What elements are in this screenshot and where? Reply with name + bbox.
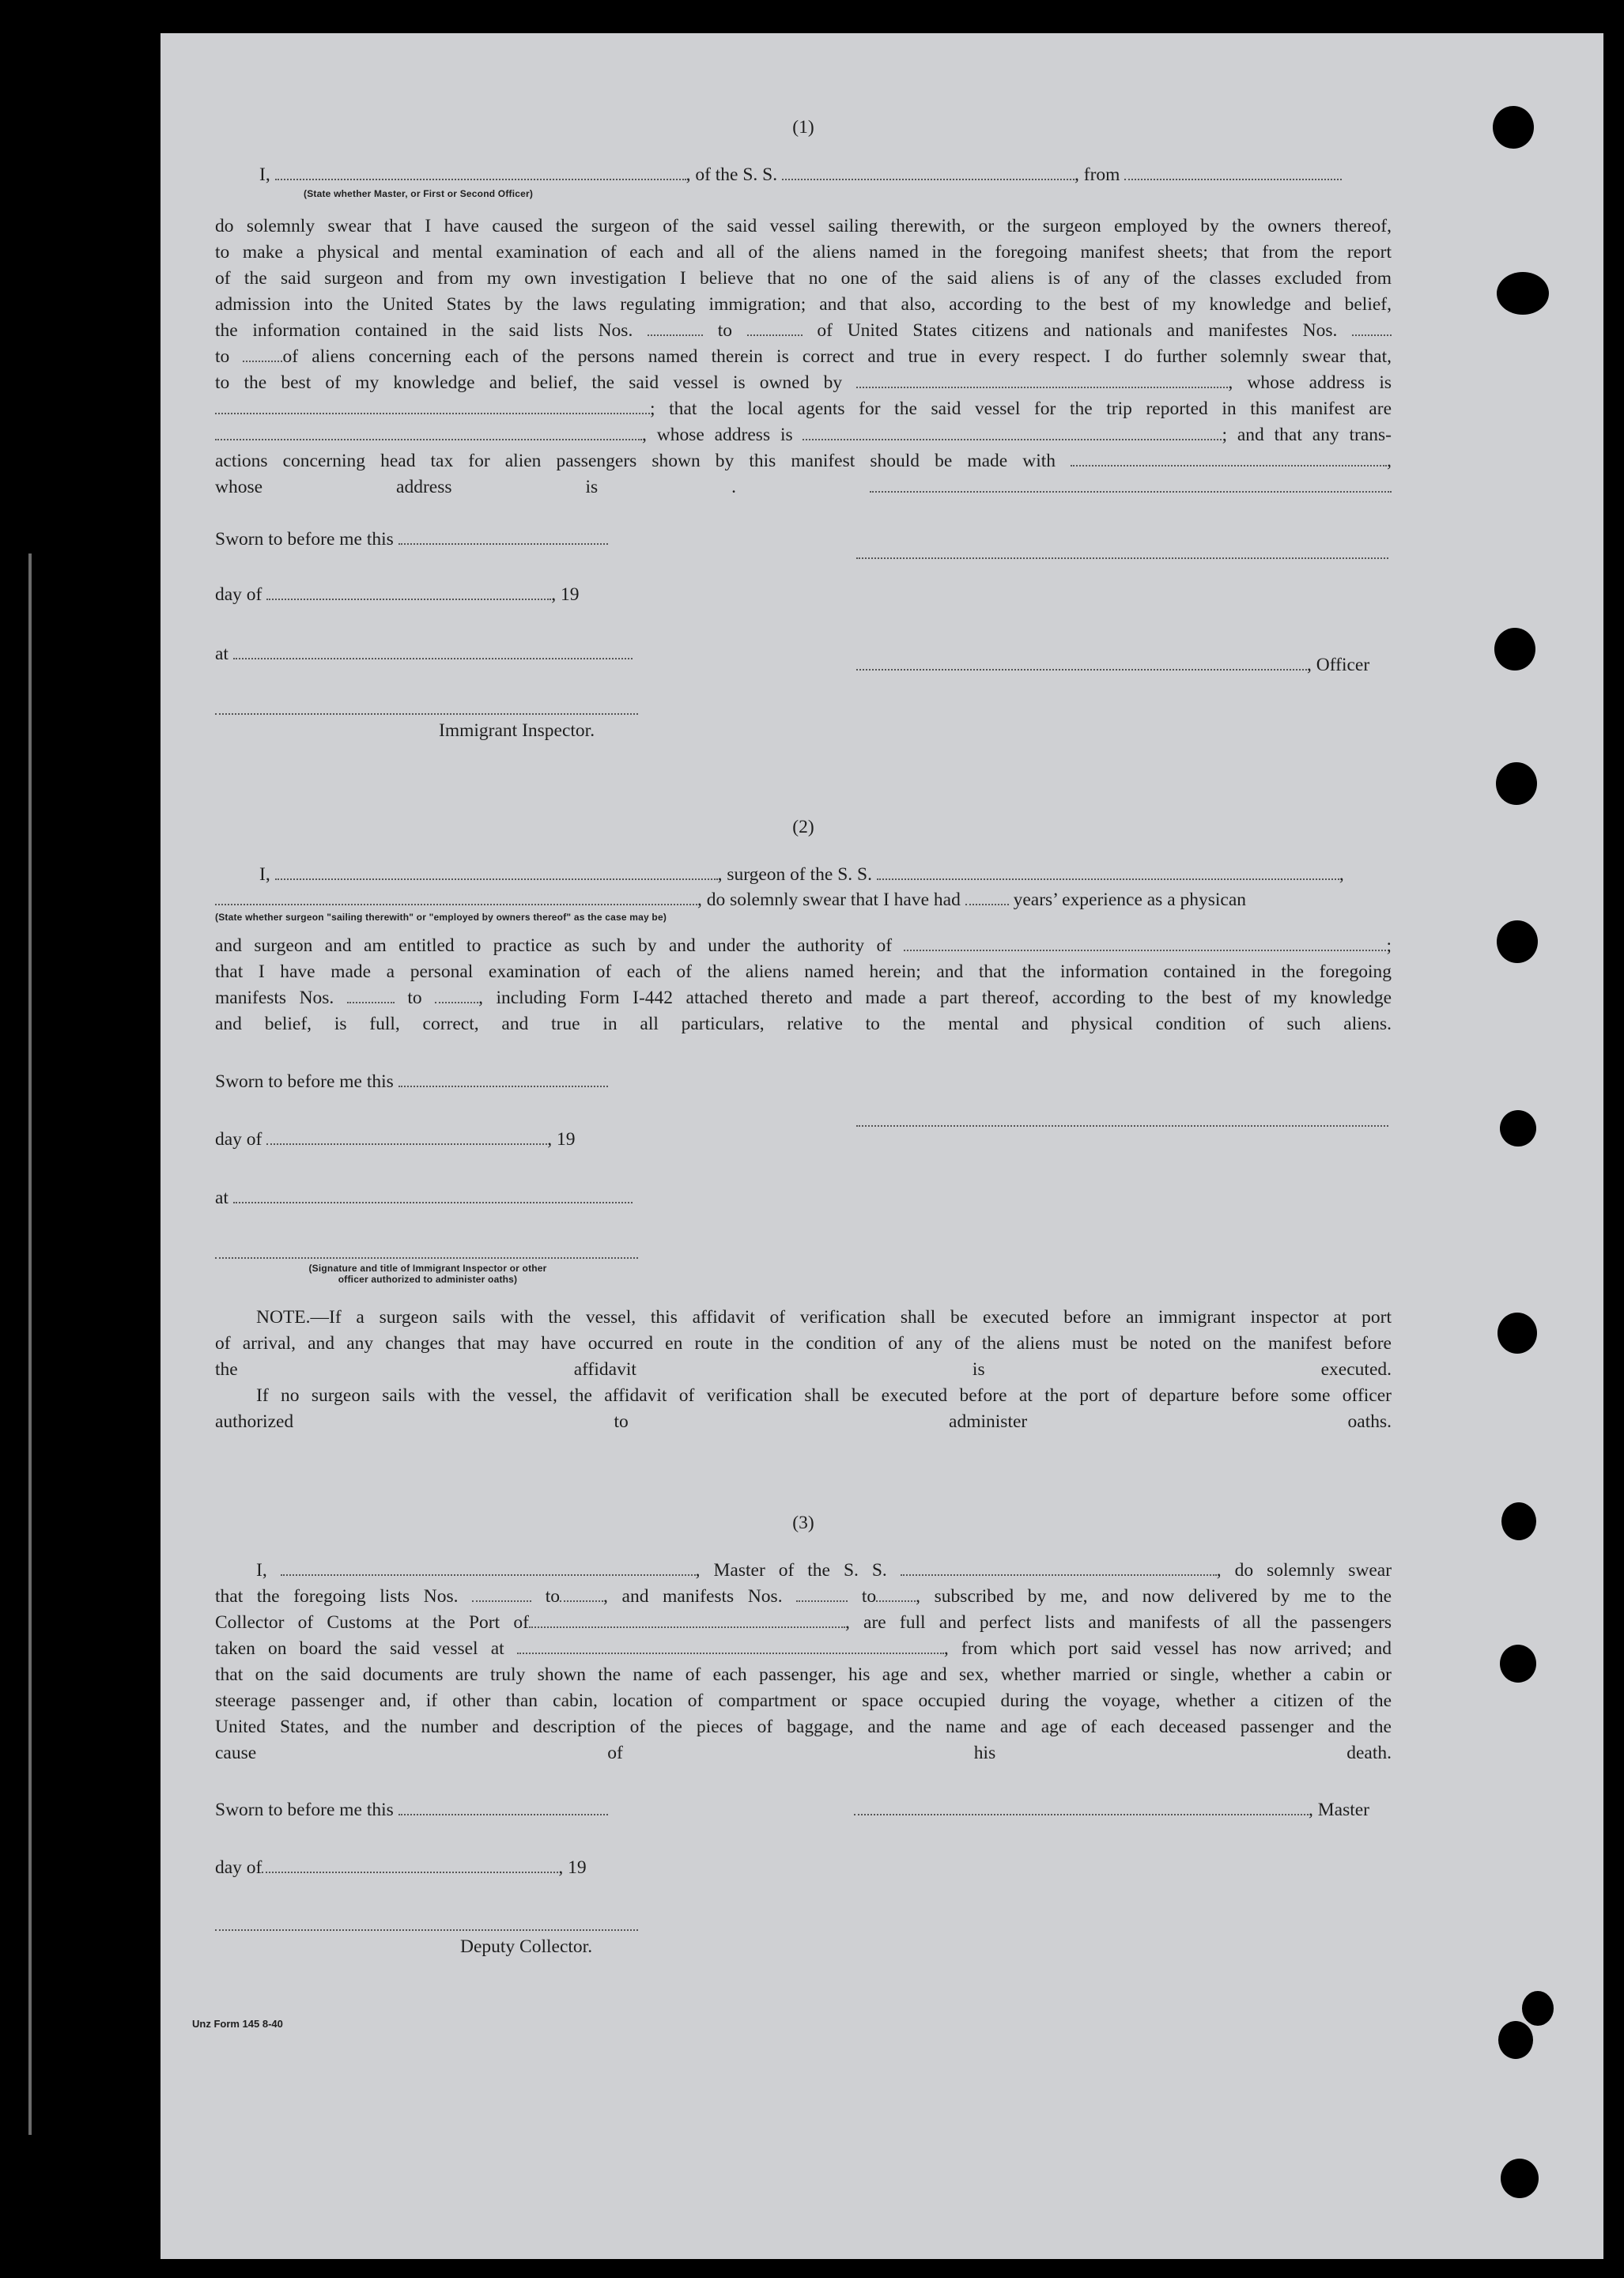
s1-text: Sworn to before me this [215,529,394,550]
s1-text: day of [215,584,262,605]
month-blank[interactable] [266,1128,547,1145]
s1-text: , whose address is [642,425,793,445]
s2-line-2 [215,887,1392,913]
month-blank[interactable] [266,583,551,600]
s3-text: Collector of Customs at the Port of [215,1612,529,1633]
s1-text: of aliens concerning each of the persons named therein is correct and true in every respect. I do further solemnly swear that, [282,346,1392,367]
s1-text: ; and that any trans- [1222,425,1392,445]
s1-line-1 [215,162,1392,188]
headtax-address-blank[interactable] [870,475,1392,493]
manifest-no-blank[interactable] [796,1585,848,1602]
s1-text: I, [259,164,270,185]
list-no-blank[interactable] [472,1585,531,1602]
manifest-no-blank[interactable] [435,986,478,1003]
agents-blank[interactable] [215,423,642,440]
s1-line-lists [215,318,1392,344]
s2-note-line: of arrival, and any changes that may have occurred en route in the condition of any of the aliens must be noted on the manifest before [215,1333,1392,1354]
s3-paragraph [215,1558,1392,1766]
s1-line-agent-address [215,422,1392,448]
binder-hole [1494,628,1535,671]
s3-text: to [545,1586,561,1607]
list-no-blank[interactable] [560,1585,603,1602]
s3-text: Sworn to before me this [215,1800,394,1820]
manifest-no-blank[interactable] [347,986,395,1003]
manifest-no-blank[interactable] [876,1585,916,1602]
s2-at [215,1186,633,1209]
s3-text: , subscribed by me, and now delivered by me to the [916,1586,1392,1607]
s3-text: that the foregoing lists Nos. [215,1586,459,1607]
s3-line-1 [215,1558,1392,1584]
binder-hole [1496,762,1537,805]
section-3-number: (3) [792,1513,814,1533]
s3-text: day of [215,1857,262,1878]
s3-text: I, [256,1560,267,1581]
month-blank[interactable] [262,1856,558,1873]
s1-line-headtax: actions concerning head tax for alien passengers shown by this manifest should be made with , [215,451,1392,471]
s3-line: United States, and the number and description of the pieces of baggage, and the name and age of each deceased passenger and the [215,1717,1392,1737]
s1-officer [856,653,1369,676]
s2-note [215,1305,1392,1435]
s1-line-agents [215,396,1392,422]
manifest-no-blank[interactable] [1352,319,1392,336]
s2-text: years’ experience as a physican [1013,890,1247,910]
binder-hole [1497,1313,1537,1354]
s3-line: that on the said documents are truly shown the name of each passenger, his age and sex, whether married or single, whether a cabin or [215,1664,1392,1685]
form-number: Unz Form 145 8-40 [192,2018,283,2030]
s1-line-owner [215,370,1392,396]
s2-text: , do solemnly swear that I have had [697,890,961,910]
vessel-blank[interactable] [782,163,1074,180]
s1-text: , Officer [1307,655,1370,675]
s2-note-line: the affidavit is executed. [215,1359,1392,1380]
s3-sworn [215,1798,608,1821]
s1-line: to make a physical and mental examination of each and all of the aliens named in the foregoing manifest sheets; that from the report [215,242,1392,263]
s2-text: day of [215,1129,262,1150]
s3-text: , 19 [558,1857,587,1878]
s1-text: to [717,320,733,341]
embarkation-port-blank[interactable] [517,1637,944,1654]
s2-text: , surgeon of the S. S. [717,864,872,885]
s2-dayof [215,1128,576,1150]
s2-text: Sworn to before me this [215,1071,394,1092]
authority-blank[interactable] [904,934,1386,951]
list-no-blank[interactable] [747,319,803,336]
s3-line-4 [215,1636,1392,1662]
s2-text: , including Form I-442 attached thereto and made a part thereof, according to the best of my knowledge [478,988,1392,1008]
s2-line-1: I, , surgeon of the S. S. , [259,864,1344,885]
agents-address-blank[interactable] [803,423,1222,440]
s1-text: to the best of my knowledge and belief, the said vessel is owned by [215,372,843,393]
sworn-date-blank[interactable] [398,527,608,545]
s1-line: of the said surgeon and from my own investigation I believe that no one of the said aliens is of any of the classes excluded from [215,268,1392,289]
binder-hole [1497,272,1549,315]
s2-sworn [215,1070,608,1093]
s1-sworn [215,527,608,550]
s2-signature-note [250,1263,606,1285]
s1-text: ; that the local agents for the said vessel for the trip reported in this manifest are [650,399,1392,419]
s2-line: and belief, is full, correct, and true in all particulars, relative to the mental and physical condition of such aliens. [215,1014,1392,1034]
s2-line: that I have made a personal examination of each of the aliens named herein; and that the information contained in the foregoing [215,961,1392,982]
s2-line-manifests [215,985,1392,1011]
at-place-blank[interactable] [233,1186,633,1203]
s3-line: cause of his death. [215,1743,1392,1763]
section-1-number: (1) [792,117,814,138]
name-blank[interactable] [275,163,686,180]
binder-hole [1501,1502,1536,1540]
s3-master [854,1798,1369,1821]
s1-line-aliens [215,344,1392,370]
owner-blank[interactable] [856,371,1228,388]
s1-text: at [215,644,228,664]
master-signature-blank[interactable] [854,1798,1309,1815]
surgeon-type-blank[interactable] [215,888,697,905]
headtax-blank[interactable] [1071,449,1387,467]
s2-text: , 19 [547,1129,576,1150]
s3-text: , and manifests Nos. [603,1586,783,1607]
vessel-blank[interactable] [877,863,1339,880]
s1-text: , of the S. S. [685,164,778,185]
s2-sig-note-line: officer authorized to administer oaths) [338,1274,518,1285]
s2-text: manifests Nos. [215,988,334,1008]
at-place-blank[interactable] [233,642,633,659]
s2-sig-note-line: (Signature and title of Immigrant Inspector or other [308,1263,547,1274]
s3-text: , Master [1309,1800,1370,1820]
vessel-blank[interactable] [901,1558,1217,1576]
s3-text: , Master of the S. S. [695,1560,887,1581]
s2-paragraph [215,933,1392,1037]
s3-line-2 [215,1584,1392,1610]
s1-text: whose address is . [215,477,737,497]
s1-text: , 19 [551,584,580,605]
s3-collector-line[interactable] [215,1929,638,1931]
binder-hole [1500,1110,1536,1147]
s1-text: to [215,346,230,367]
s3-line-3 [215,1610,1392,1636]
s1-text: the information contained in the said lists Nos. [215,320,633,341]
sworn-date-blank[interactable] [398,1070,608,1087]
s3-text: , are full and perfect lists and manifests of all the passengers [844,1612,1392,1633]
s2-note-line: authorized to administer oaths. [215,1411,1392,1432]
port-blank[interactable] [529,1611,845,1628]
s1-inspector-line[interactable] [215,713,638,715]
master-name-blank[interactable] [281,1558,696,1576]
s2-text: and surgeon and am entitled to practice as such by and under the authority of [215,935,893,956]
s1-paragraph [215,213,1392,501]
list-no-blank[interactable] [648,319,703,336]
s2-text: to [407,988,422,1008]
s1-dayof [215,583,580,606]
s2-note-line: NOTE.—If a surgeon sails with the vessel, this affidavit of verification shall be executed before an immigrant inspector at port [256,1307,1392,1328]
surgeon-name-blank[interactable] [275,863,718,880]
s2-text: at [215,1188,228,1208]
binder-hole [1500,1645,1536,1683]
manifest-no-blank[interactable] [243,345,282,362]
s2-type-note: (State whether surgeon "sailing therewith" or "employed by owners thereof" as the case may be) [215,912,667,923]
owner-address-blank[interactable] [215,397,650,414]
section-2-number: (2) [792,817,814,837]
officer-signature-blank[interactable] [856,653,1307,671]
from-blank[interactable] [1124,163,1342,180]
s2-text: I, [259,864,270,885]
s1-line: do solemnly swear that I have caused the surgeon of the said vessel sailing therewith, or the surgeon employed by the owners thereof, [215,216,1392,236]
s3-collector-label: Deputy Collector. [460,1936,593,1957]
s1-signature-line[interactable] [856,557,1388,559]
binder-hole [1522,1991,1554,2026]
s1-text: , whose address is [1228,372,1392,393]
s3-text: to [861,1586,877,1607]
s1-text: , from [1074,164,1120,185]
binder-hole [1497,920,1538,963]
s1-text: actions concerning head tax for alien passengers shown by this manifest should be made with [215,451,1056,471]
years-blank[interactable] [965,888,1009,905]
s2-note-line: If no surgeon sails with the vessel, the affidavit of verification shall be executed before at the port of departure before some officer [256,1385,1392,1406]
s2-inspector-line[interactable] [215,1257,638,1259]
s1-text: of United States citizens and nationals and manifestes Nos. [817,320,1338,341]
s2-signature-line[interactable] [856,1125,1388,1127]
s1-at [215,642,633,665]
binder-hole [1498,2021,1533,2059]
binder-hole [1493,106,1534,149]
s1-inspector-label: Immigrant Inspector. [439,720,595,741]
s3-text: , from which port said vessel has now arrived; and [943,1638,1392,1659]
s1-line: admission into the United States by the laws regulating immigration; and that also, according to the best of my knowledge and belief, [215,294,1392,315]
s3-line: steerage passenger and, if other than cabin, location of compartment or space occupied during the voyage, whether a citizen of the [215,1691,1392,1711]
binder-hole [1501,2159,1539,2198]
sworn-date-blank[interactable] [398,1798,608,1815]
s1-line-whose [215,474,1392,501]
s1-role-note: (State whether Master, or First or Second Officer) [304,188,534,199]
s2-line-authority: and surgeon and am entitled to practice as such by and under the authority of ; [215,935,1392,956]
s3-dayof [215,1856,587,1879]
s3-text: , do solemnly swear [1216,1560,1392,1581]
scan-edge-line [28,553,32,2135]
s3-text: taken on board the said vessel at [215,1638,504,1659]
